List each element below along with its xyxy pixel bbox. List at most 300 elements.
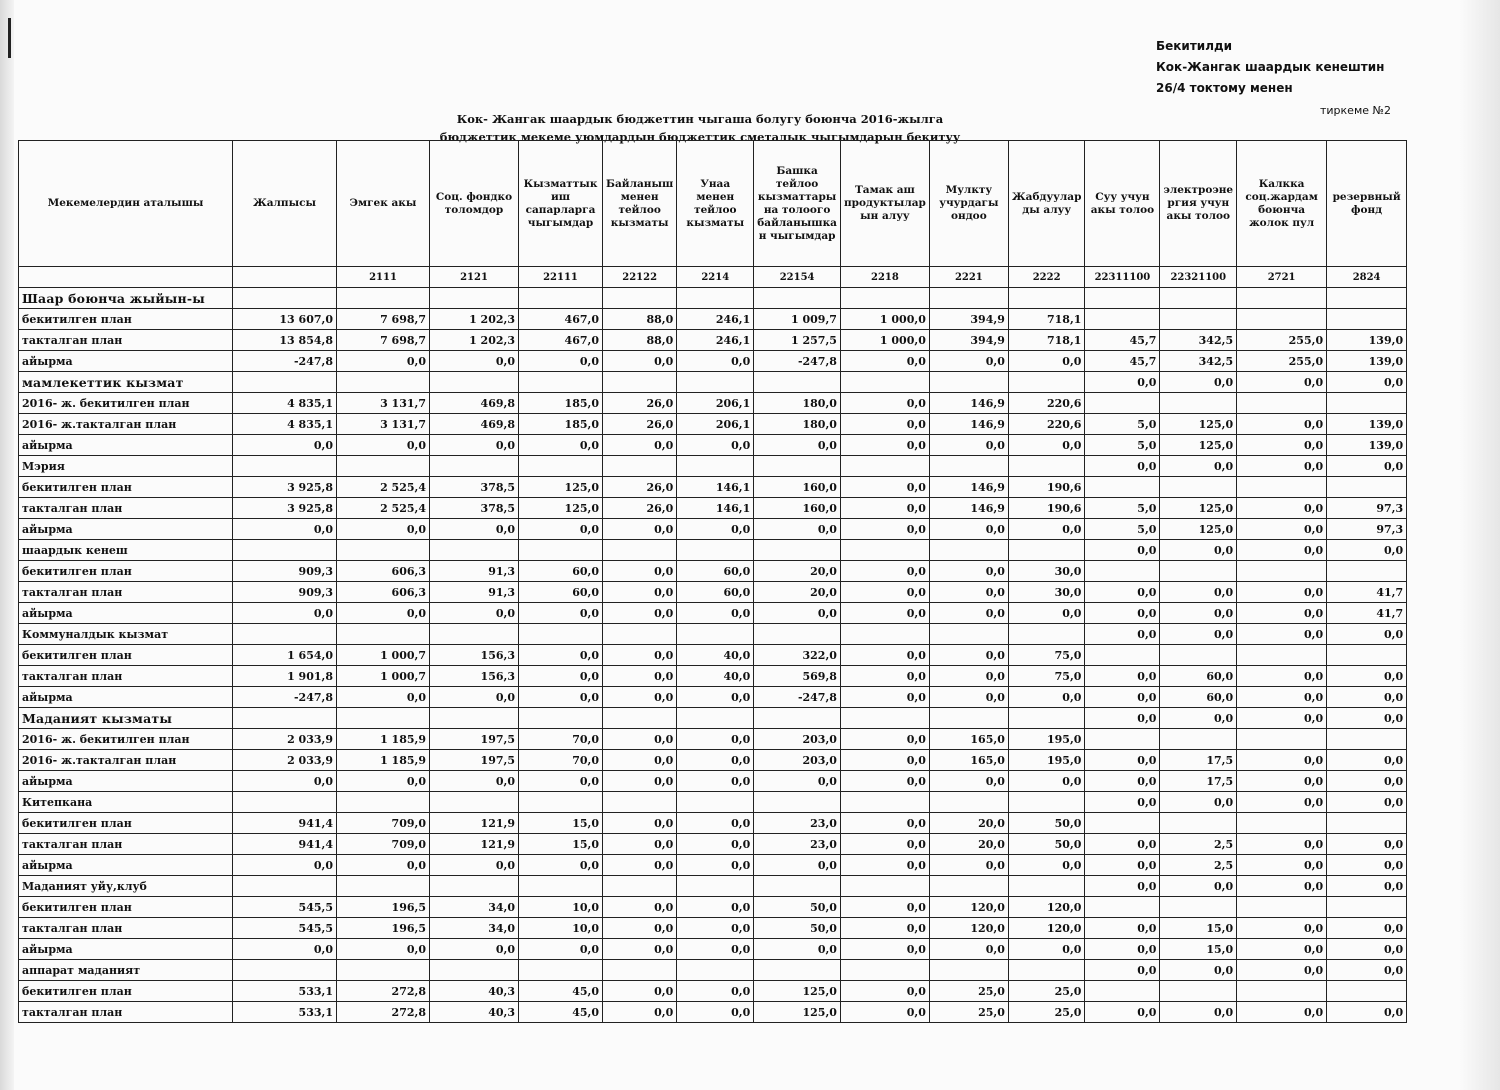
table-cell: 1 654,0 [233, 645, 337, 666]
table-cell: 545,5 [233, 897, 337, 918]
table-cell: 0,0 [1085, 372, 1160, 393]
table-cell: 196,5 [337, 897, 430, 918]
table-cell: 342,5 [1160, 351, 1237, 372]
table-cell [677, 288, 754, 309]
table-cell: 1 009,7 [754, 309, 841, 330]
table-cell [1327, 981, 1407, 1002]
table-cell [1160, 309, 1237, 330]
table-cell [1085, 477, 1160, 498]
table-cell: 0,0 [677, 435, 754, 456]
table-cell: 0,0 [603, 729, 677, 750]
table-cell [1237, 309, 1327, 330]
table-cell: 20,0 [754, 582, 841, 603]
table-row [19, 855, 1407, 876]
table-cell: 0,0 [840, 393, 929, 414]
table-cell: 20,0 [929, 834, 1008, 855]
row-label: Шаар боюнча жыйын-ы [19, 288, 233, 309]
table-cell: 0,0 [603, 939, 677, 960]
table-cell [233, 288, 337, 309]
table-cell: 0,0 [677, 519, 754, 540]
table-cell: 15,0 [1160, 939, 1237, 960]
table-cell: 45,7 [1085, 351, 1160, 372]
table-cell: 125,0 [1160, 414, 1237, 435]
table-cell: 70,0 [519, 750, 603, 771]
table-cell [929, 960, 1008, 981]
table-row [19, 708, 1407, 729]
table-cell [430, 288, 519, 309]
table-cell: 190,6 [1008, 498, 1085, 519]
row-label: бекитилген план [19, 561, 233, 582]
table-cell [1008, 960, 1085, 981]
table-cell: 0,0 [840, 582, 929, 603]
table-cell: 26,0 [603, 477, 677, 498]
table-cell: 0,0 [677, 918, 754, 939]
budget-table [18, 140, 1407, 1023]
table-row [19, 498, 1407, 519]
table-cell: 545,5 [233, 918, 337, 939]
budget-code: 2111 [337, 267, 430, 288]
column-header: резервный фонд [1327, 141, 1407, 267]
table-cell: 0,0 [1085, 540, 1160, 561]
row-label: айырма [19, 687, 233, 708]
table-cell [1237, 729, 1327, 750]
table-cell: 139,0 [1327, 351, 1407, 372]
table-cell: 125,0 [1160, 435, 1237, 456]
table-cell: 91,3 [430, 561, 519, 582]
table-cell: 0,0 [929, 582, 1008, 603]
table-cell: 2,5 [1160, 855, 1237, 876]
table-cell: 0,0 [233, 603, 337, 624]
table-cell [519, 372, 603, 393]
table-cell: 0,0 [1085, 603, 1160, 624]
table-cell: 146,1 [677, 477, 754, 498]
table-row [19, 435, 1407, 456]
table-cell: 0,0 [1237, 624, 1327, 645]
table-cell: 70,0 [519, 729, 603, 750]
table-cell: 45,0 [519, 981, 603, 1002]
table-cell: 26,0 [603, 414, 677, 435]
table-cell [1085, 813, 1160, 834]
row-label: айырма [19, 939, 233, 960]
table-cell: 0,0 [603, 1002, 677, 1023]
table-cell: 30,0 [1008, 561, 1085, 582]
table-cell: 0,0 [754, 771, 841, 792]
table-cell: 1 000,7 [337, 645, 430, 666]
table-row [19, 582, 1407, 603]
table-cell [519, 960, 603, 981]
table-cell: 1 257,5 [754, 330, 841, 351]
table-cell: 272,8 [337, 1002, 430, 1023]
table-cell: 0,0 [929, 855, 1008, 876]
table-cell: 139,0 [1327, 330, 1407, 351]
table-cell: 20,0 [929, 813, 1008, 834]
table-cell: 0,0 [1327, 372, 1407, 393]
table-cell [233, 960, 337, 981]
table-cell: 467,0 [519, 309, 603, 330]
table-row [19, 309, 1407, 330]
table-cell: 342,5 [1160, 330, 1237, 351]
table-cell: 1 202,3 [430, 330, 519, 351]
table-cell: 0,0 [677, 813, 754, 834]
table-cell: 2 525,4 [337, 477, 430, 498]
table-cell: 25,0 [929, 981, 1008, 1002]
table-cell [677, 372, 754, 393]
table-cell [233, 708, 337, 729]
table-cell [603, 372, 677, 393]
row-label: такталган план [19, 666, 233, 687]
column-header: Эмгек акы [337, 141, 430, 267]
table-row [19, 897, 1407, 918]
table-cell: 60,0 [677, 582, 754, 603]
table-cell: 0,0 [1237, 687, 1327, 708]
table-row [19, 288, 1407, 309]
table-cell: 0,0 [1237, 960, 1327, 981]
table-cell: 0,0 [929, 519, 1008, 540]
table-cell: 246,1 [677, 309, 754, 330]
table-cell [1085, 897, 1160, 918]
table-row [19, 771, 1407, 792]
table-cell: 146,9 [929, 393, 1008, 414]
table-cell: 0,0 [1160, 792, 1237, 813]
row-label: бекитилген план [19, 981, 233, 1002]
table-cell [1237, 561, 1327, 582]
table-cell: 0,0 [840, 855, 929, 876]
table-cell: 15,0 [519, 813, 603, 834]
table-cell: 25,0 [1008, 981, 1085, 1002]
table-cell: 0,0 [754, 435, 841, 456]
table-cell [337, 540, 430, 561]
table-cell: 120,0 [929, 897, 1008, 918]
table-cell: -247,8 [754, 351, 841, 372]
table-cell [233, 876, 337, 897]
table-cell: 0,0 [1008, 771, 1085, 792]
table-cell: -247,8 [233, 687, 337, 708]
table-cell [677, 456, 754, 477]
column-header: Калкка соц.жардам боюнча жолок пул [1237, 141, 1327, 267]
column-header: Байланыш менен тейлоо кызматы [603, 141, 677, 267]
table-cell: 0,0 [840, 1002, 929, 1023]
table-cell: 0,0 [1160, 582, 1237, 603]
table-cell: 0,0 [929, 435, 1008, 456]
budget-code: 2721 [1237, 267, 1327, 288]
header-row [19, 141, 1407, 267]
table-cell: 0,0 [840, 897, 929, 918]
row-label: айырма [19, 771, 233, 792]
table-cell [840, 708, 929, 729]
table-cell: 156,3 [430, 645, 519, 666]
table-cell: 75,0 [1008, 645, 1085, 666]
table-cell: 3 925,8 [233, 498, 337, 519]
column-header: Соц. фондко толомдор [430, 141, 519, 267]
table-cell [840, 540, 929, 561]
table-cell [840, 288, 929, 309]
table-cell [1327, 729, 1407, 750]
table-cell: 0,0 [337, 519, 430, 540]
table-cell [840, 456, 929, 477]
table-cell: 0,0 [1237, 708, 1327, 729]
row-label: такталган план [19, 330, 233, 351]
table-cell: 0,0 [233, 519, 337, 540]
annex-label: тиркеме №2 [1320, 104, 1391, 117]
table-cell: 185,0 [519, 393, 603, 414]
table-row [19, 456, 1407, 477]
table-cell: 0,0 [603, 351, 677, 372]
table-cell: 0,0 [754, 855, 841, 876]
row-label: 2016- ж. бекитилген план [19, 393, 233, 414]
table-cell: 15,0 [1160, 918, 1237, 939]
table-cell: 0,0 [840, 561, 929, 582]
table-cell: 378,5 [430, 477, 519, 498]
row-label: айырма [19, 855, 233, 876]
table-cell: 26,0 [603, 498, 677, 519]
table-cell: 0,0 [1237, 540, 1327, 561]
table-cell [430, 624, 519, 645]
table-cell [519, 456, 603, 477]
row-label: такталган план [19, 918, 233, 939]
scan-right-edge [1460, 0, 1500, 1090]
column-header: Башка тейлоо кызматтары на толоого байланышка н чыгымдар [754, 141, 841, 267]
table-cell: 13 607,0 [233, 309, 337, 330]
table-cell [519, 792, 603, 813]
table-cell [1237, 477, 1327, 498]
column-header: Мулкту учурдагы ондоо [929, 141, 1008, 267]
row-label: такталган план [19, 834, 233, 855]
table-cell: 0,0 [1327, 918, 1407, 939]
table-cell: 0,0 [519, 939, 603, 960]
table-cell: 0,0 [1160, 960, 1237, 981]
table-cell: 0,0 [1085, 918, 1160, 939]
table-cell: 718,1 [1008, 309, 1085, 330]
table-cell: 50,0 [1008, 834, 1085, 855]
column-header: электроэне ргия учун акы толоо [1160, 141, 1237, 267]
table-cell [519, 288, 603, 309]
table-cell: 0,0 [1085, 771, 1160, 792]
budget-code [233, 267, 337, 288]
table-cell: 0,0 [1085, 687, 1160, 708]
table-cell: 0,0 [840, 939, 929, 960]
table-cell: 0,0 [1237, 435, 1327, 456]
table-cell: 1 185,9 [337, 750, 430, 771]
table-cell: 121,9 [430, 813, 519, 834]
table-cell: 0,0 [677, 351, 754, 372]
table-cell [1160, 561, 1237, 582]
table-cell: 60,0 [1160, 687, 1237, 708]
table-cell [754, 372, 841, 393]
table-cell: -247,8 [754, 687, 841, 708]
table-cell: 0,0 [1237, 792, 1327, 813]
budget-code: 2221 [929, 267, 1008, 288]
table-cell: 120,0 [1008, 918, 1085, 939]
table-cell [519, 540, 603, 561]
table-cell: 3 925,8 [233, 477, 337, 498]
table-cell [677, 960, 754, 981]
table-cell: 0,0 [1008, 687, 1085, 708]
table-cell: 0,0 [1160, 708, 1237, 729]
table-cell: 25,0 [929, 1002, 1008, 1023]
table-cell: 0,0 [1160, 603, 1237, 624]
table-cell [754, 792, 841, 813]
table-cell: 0,0 [233, 435, 337, 456]
table-cell [603, 540, 677, 561]
table-cell [1008, 288, 1085, 309]
table-cell: 718,1 [1008, 330, 1085, 351]
table-cell [1327, 393, 1407, 414]
table-cell: 0,0 [1237, 939, 1327, 960]
table-cell [1008, 456, 1085, 477]
row-label: 2016- ж.такталган план [19, 750, 233, 771]
table-cell: 0,0 [1008, 351, 1085, 372]
table-cell: 180,0 [754, 393, 841, 414]
table-row [19, 603, 1407, 624]
table-cell: 0,0 [1237, 876, 1327, 897]
table-cell: 0,0 [1237, 456, 1327, 477]
table-cell: 7 698,7 [337, 309, 430, 330]
scan-mark [8, 18, 11, 58]
table-cell: 394,9 [929, 309, 1008, 330]
table-cell: 23,0 [754, 834, 841, 855]
budget-code: 22111 [519, 267, 603, 288]
table-cell: 10,0 [519, 897, 603, 918]
table-cell: 206,1 [677, 414, 754, 435]
table-cell [929, 876, 1008, 897]
budget-code: 22311100 [1085, 267, 1160, 288]
column-header: Жабдуулар ды алуу [1008, 141, 1085, 267]
table-cell: 606,3 [337, 561, 430, 582]
table-cell: 0,0 [603, 834, 677, 855]
table-body [19, 288, 1407, 1023]
table-cell: 0,0 [1085, 792, 1160, 813]
table-cell: 197,5 [430, 750, 519, 771]
table-cell: 0,0 [1327, 624, 1407, 645]
row-label: айырма [19, 603, 233, 624]
table-cell: 533,1 [233, 981, 337, 1002]
table-cell: 0,0 [1085, 666, 1160, 687]
table-cell: 2,5 [1160, 834, 1237, 855]
table-cell: 0,0 [337, 435, 430, 456]
table-cell: 146,9 [929, 414, 1008, 435]
table-cell: 3 131,7 [337, 414, 430, 435]
table-cell [1008, 708, 1085, 729]
table-cell: 139,0 [1327, 414, 1407, 435]
table-cell: 0,0 [677, 834, 754, 855]
row-label: айырма [19, 435, 233, 456]
table-cell: 0,0 [677, 687, 754, 708]
table-cell: 0,0 [840, 603, 929, 624]
table-cell [677, 876, 754, 897]
table-cell [1237, 393, 1327, 414]
table-cell [603, 288, 677, 309]
table-row [19, 519, 1407, 540]
table-cell: 467,0 [519, 330, 603, 351]
table-row [19, 834, 1407, 855]
table-cell: 0,0 [1085, 876, 1160, 897]
table-cell [233, 372, 337, 393]
table-cell [1160, 645, 1237, 666]
row-label: 2016- ж. бекитилген план [19, 729, 233, 750]
approval-block [1156, 36, 1384, 99]
table-row [19, 624, 1407, 645]
table-cell [1237, 813, 1327, 834]
table-cell: 1 901,8 [233, 666, 337, 687]
table-cell [1237, 897, 1327, 918]
table-cell: 0,0 [1327, 687, 1407, 708]
column-header: Тамак аш продуктылар ын алуу [840, 141, 929, 267]
table-cell: 0,0 [337, 351, 430, 372]
table-cell: 139,0 [1327, 435, 1407, 456]
table-cell: 0,0 [603, 687, 677, 708]
table-cell: 0,0 [233, 939, 337, 960]
table-cell: 1 000,0 [840, 330, 929, 351]
table-cell: 0,0 [677, 771, 754, 792]
table-row [19, 960, 1407, 981]
table-cell: 3 131,7 [337, 393, 430, 414]
table-cell: 0,0 [1237, 582, 1327, 603]
table-cell [233, 792, 337, 813]
table-cell: 10,0 [519, 918, 603, 939]
table-cell: 0,0 [1237, 855, 1327, 876]
table-cell: 0,0 [337, 687, 430, 708]
table-cell [1160, 288, 1237, 309]
table-cell: 0,0 [1085, 456, 1160, 477]
table-row [19, 918, 1407, 939]
table-cell [519, 876, 603, 897]
table-cell [1237, 981, 1327, 1002]
table-cell [677, 624, 754, 645]
table-cell: 146,9 [929, 498, 1008, 519]
table-cell: 0,0 [233, 855, 337, 876]
table-cell [840, 960, 929, 981]
table-cell [677, 792, 754, 813]
table-cell: 0,0 [603, 519, 677, 540]
table-cell [1085, 288, 1160, 309]
table-cell [233, 540, 337, 561]
row-label: бекитилген план [19, 897, 233, 918]
table-cell: 88,0 [603, 330, 677, 351]
table-row [19, 330, 1407, 351]
table-row [19, 645, 1407, 666]
table-cell: 394,9 [929, 330, 1008, 351]
table-cell: 0,0 [929, 666, 1008, 687]
table-cell: 0,0 [430, 603, 519, 624]
table-cell: 0,0 [337, 939, 430, 960]
table-cell: 606,3 [337, 582, 430, 603]
table-cell: 26,0 [603, 393, 677, 414]
table-cell: 322,0 [754, 645, 841, 666]
table-cell: 125,0 [754, 1002, 841, 1023]
scan-left-edge [0, 0, 14, 1090]
table-row [19, 561, 1407, 582]
table-row [19, 372, 1407, 393]
table-cell: 220,6 [1008, 414, 1085, 435]
table-cell [1160, 729, 1237, 750]
table-cell: 0,0 [840, 729, 929, 750]
table-cell: 0,0 [840, 477, 929, 498]
table-cell [1327, 288, 1407, 309]
table-cell: 469,8 [430, 414, 519, 435]
table-cell [1085, 393, 1160, 414]
table-row [19, 813, 1407, 834]
table-cell [1237, 645, 1327, 666]
table-cell: 1 202,3 [430, 309, 519, 330]
table-cell: 0,0 [603, 561, 677, 582]
table-cell: 0,0 [519, 351, 603, 372]
table-cell: 30,0 [1008, 582, 1085, 603]
budget-code [19, 267, 233, 288]
row-label: айырма [19, 351, 233, 372]
table-cell: 0,0 [430, 939, 519, 960]
table-cell: 0,0 [1008, 855, 1085, 876]
row-label: мамлекеттик кызмат [19, 372, 233, 393]
